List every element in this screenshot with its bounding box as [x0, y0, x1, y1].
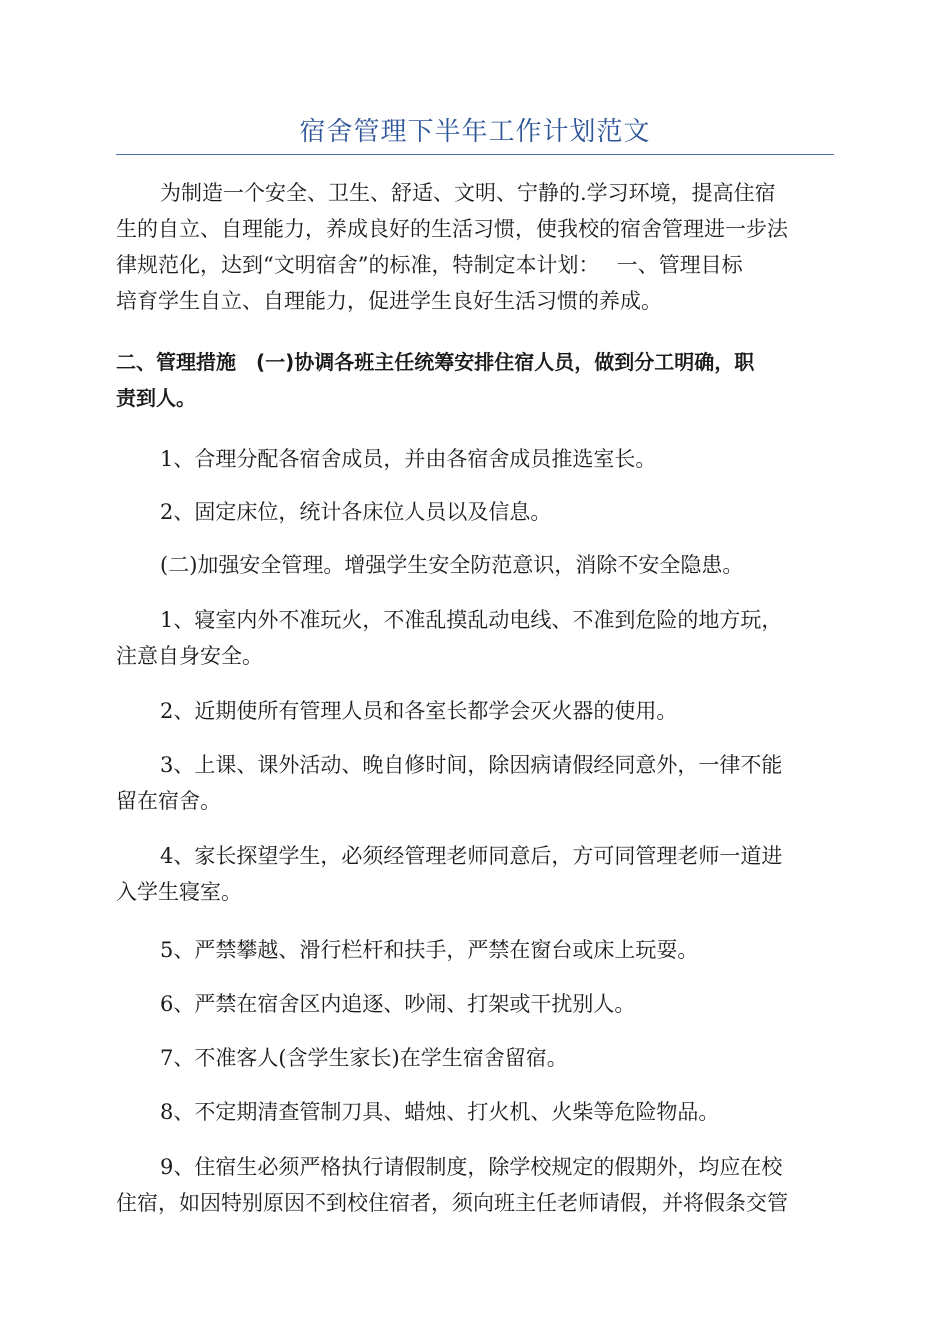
- intro-paragraph: [116, 175, 834, 319]
- intro-line: 生的自立、自理能力，养成良好的生活习惯，使我校的宿舍管理进一步法: [116, 217, 788, 241]
- subsection-heading: [116, 547, 834, 583]
- section-heading-line: 责到人。: [116, 386, 196, 410]
- list-item-line: 4、家长探望学生，必须经管理老师同意后，方可同管理老师一道进: [160, 844, 783, 868]
- list-item-line: 5、严禁攀越、滑行栏杆和扶手，严禁在窗台或床上玩耍。: [160, 938, 699, 962]
- list-item: [116, 1094, 834, 1130]
- list-item-line: 6、严禁在宿舍区内追逐、吵闹、打架或干扰别人。: [160, 992, 636, 1016]
- intro-line: 培育学生自立、自理能力，促进学生良好生活习惯的养成。: [116, 289, 662, 313]
- list-item: [116, 494, 834, 530]
- list-item: [116, 602, 834, 674]
- list-item-line: 7、不准客人(含学生家长)在学生宿舍留宿。: [160, 1046, 568, 1070]
- list-item-line: 入学生寝室。: [116, 880, 242, 904]
- list-item-line: 2、近期使所有管理人员和各室长都学会灭火器的使用。: [160, 699, 678, 723]
- intro-line: 为制造一个安全、卫生、舒适、文明、宁静的.学习环境，提高住宿: [160, 181, 776, 205]
- list-item: [116, 932, 834, 968]
- list-item-line: 3、上课、课外活动、晚自修时间，除因病请假经同意外，一律不能: [160, 753, 783, 777]
- list-item-line: 1、寝室内外不准玩火，不准乱摸乱动电线、不准到危险的地方玩，: [160, 608, 783, 632]
- section-heading-measures: [116, 344, 834, 416]
- list-item-line: 住宿，如因特别原因不到校住宿者，须向班主任老师请假，并将假条交管: [116, 1191, 788, 1215]
- list-item-line: 1、合理分配各宿舍成员，并由各宿舍成员推选室长。: [160, 447, 657, 471]
- list-item-line: 注意自身安全。: [116, 644, 263, 668]
- list-item: [116, 1040, 834, 1076]
- title-underline: [116, 154, 834, 155]
- list-item: [116, 693, 834, 729]
- list-item-line: 9、住宿生必须严格执行请假制度，除学校规定的假期外，均应在校: [160, 1155, 783, 1179]
- list-item: [116, 747, 834, 819]
- section-heading-line: 二、管理措施 (一)协调各班主任统筹安排住宿人员，做到分工明确，职: [116, 350, 755, 374]
- list-item-line: 留在宿舍。: [116, 789, 221, 813]
- list-item-line: 8、不定期清查管制刀具、蜡烛、打火机、火柴等危险物品。: [160, 1100, 720, 1124]
- list-item-line: 2、固定床位，统计各床位人员以及信息。: [160, 500, 552, 524]
- document-title: 宿舍管理下半年工作计划范文: [299, 117, 651, 147]
- list-item: [116, 986, 834, 1022]
- list-item: [116, 838, 834, 910]
- list-item: [116, 441, 834, 477]
- list-item-line: (二)加强安全管理。增强学生安全防范意识，消除不安全隐患。: [160, 553, 744, 577]
- intro-line: 律规范化，达到“文明宿舍”的标准，特制定本计划： 一、管理目标: [116, 253, 743, 277]
- list-item: [116, 1149, 834, 1221]
